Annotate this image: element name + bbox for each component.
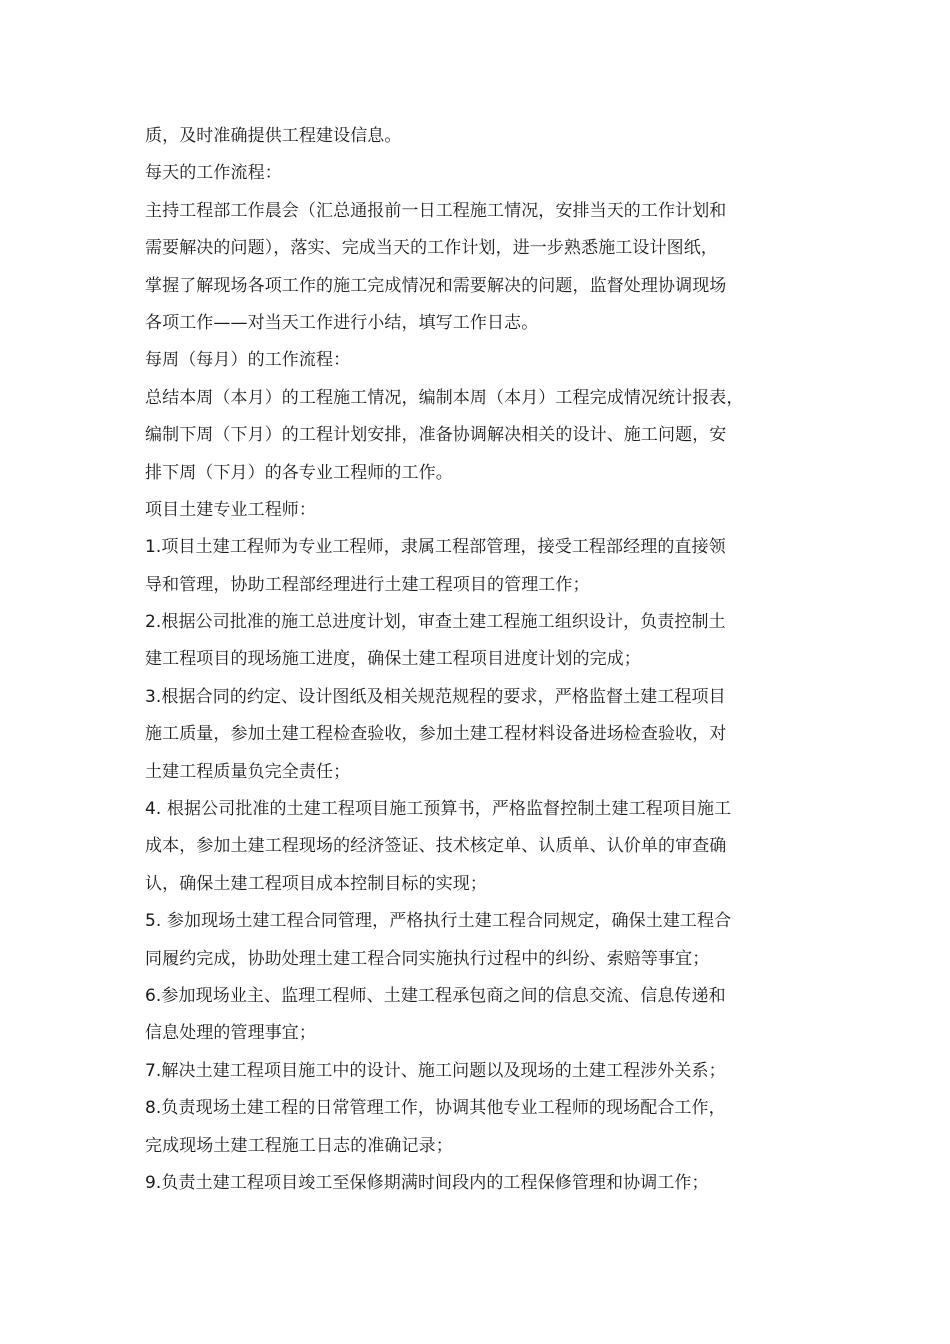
text-line: 需要解决的问题），落实、完成当天的工作计划，进一步熟悉施工设计图纸， [145,238,718,259]
list-item-5: 5. 参加现场土建工程合同管理，严格执行土建工程合同规定，确保土建工程合 [145,911,732,932]
section-heading-daily-workflow: 每天的工作流程： [145,163,282,184]
list-item-8: 8.负责现场土建工程的日常管理工作，协调其他专业工程师的现场配合工作， [145,1098,726,1119]
list-item-1: 1.项目土建工程师为专业工程师，隶属工程部管理，接受工程部经理的直接领 [145,537,726,558]
text-line: 主持工程部工作晨会（汇总通报前一日工程施工情况，安排当天的工作计划和 [145,200,727,221]
list-item-4: 4. 根据公司批准的土建工程项目施工预算书，严格监督控制土建工程项目施工 [145,799,732,820]
list-item-5-cont: 同履约完成，协助处理土建工程合同实施执行过程中的纠纷、索赔等事宜； [145,948,710,969]
list-item-9: 9.负责土建工程项目竣工至保修期满时间段内的工程保修管理和协调工作； [145,1172,709,1193]
list-item-4-cont: 认，确保土建工程项目成本控制目标的实现； [145,873,487,894]
text-line: 掌握了解现场各项工作的施工完成情况和需要解决的问题，监督处理协调现场 [145,275,727,296]
text-line: 总结本周（本月）的工程施工情况，编制本周（本月）工程完成情况统计报表， [145,387,744,408]
list-item-8-cont: 完成现场土建工程施工日志的准确记录； [145,1135,453,1156]
list-item-3-cont: 施工质量，参加土建工程检查验收，参加土建工程材料设备进场检查验收，对 [145,724,727,745]
list-item-3-cont: 土建工程质量负完全责任； [145,761,351,782]
list-item-1-cont: 导和管理，协助工程部经理进行土建工程项目的管理工作； [145,574,590,595]
list-item-7: 7.解决土建工程项目施工中的设计、施工问题以及现场的土建工程涉外关系； [145,1060,726,1081]
list-item-4-cont: 成本，参加土建工程现场的经济签证、技术核定单、认质单、认价单的审查确 [145,836,727,857]
text-line: 各项工作——对当天工作进行小结，填写工作日志。 [145,312,539,333]
list-item-6: 6.参加现场业主、监理工程师、土建工程承包商之间的信息交流、信息传递和 [145,985,726,1006]
text-line: 排下周（下月）的各专业工程师的工作。 [145,462,453,483]
list-item-2: 2.根据公司批准的施工总进度计划，审查土建工程施工组织设计，负责控制土 [145,612,726,633]
text-line: 编制下周（下月）的工程计划安排，准备协调解决相关的设计、施工问题，安 [145,425,727,446]
list-item-2-cont: 建工程项目的现场施工进度，确保土建工程项目进度计划的完成； [145,649,641,670]
list-item-3: 3.根据合同的约定、设计图纸及相关规范规程的要求，严格监督土建工程项目 [145,686,726,707]
document-body [145,118,820,1202]
section-heading-weekly-workflow: 每周（每月）的工作流程： [145,350,351,371]
text-line: 质，及时准确提供工程建设信息。 [145,126,402,146]
list-item-6-cont: 信息处理的管理事宜； [145,1023,316,1044]
section-heading-civil-engineer: 项目土建专业工程师： [145,499,316,520]
